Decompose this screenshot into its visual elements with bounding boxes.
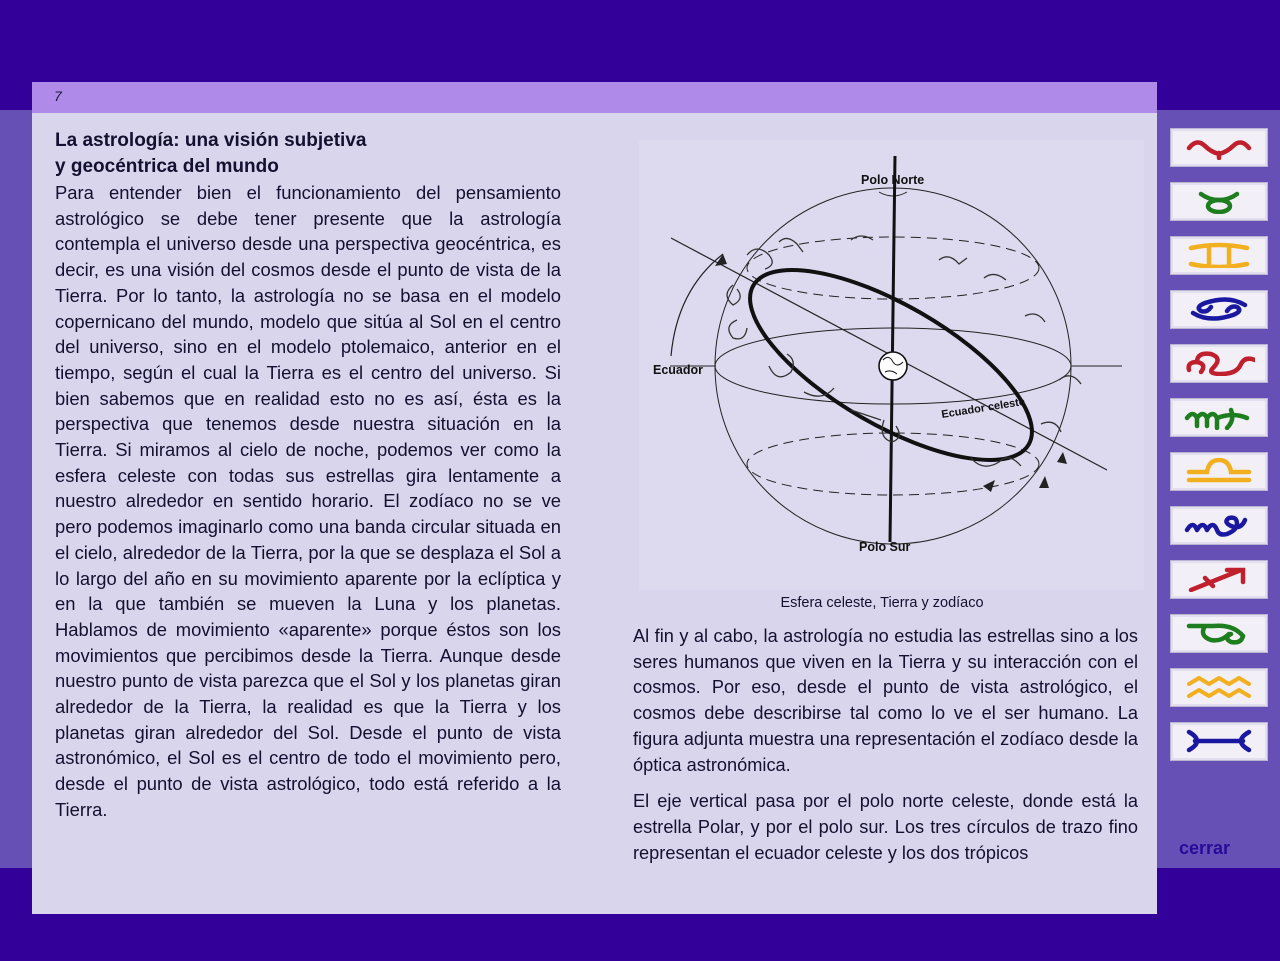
taurus-icon (1183, 188, 1255, 214)
page-header (32, 82, 1157, 113)
sign-button-capricorn[interactable] (1170, 614, 1268, 653)
pisces-icon (1183, 728, 1255, 754)
sign-button-aries[interactable] (1170, 128, 1268, 167)
article-body: Para entender bien el funcionamiento del pensamiento astrológico se debe tener presente que la astrología contempla el universo desde una perspectiva geocéntrica, es decir, es una visión del cosmos desde el punto de vista de la Tierra. Por lo tanto, la astrología no se basa en el modelo copernicano del mundo, modelo que sitúa al Sol en el centro del universo, sino en el modelo ptolemaico, anterior en el tiempo, según el cual la Tierra es el centro del universo. Si bien sabemos que en realidad esto no es así, ésta es la perspectiva que tenemos desde nuestra situación en la Tierra. Si miramos al cielo de noche, podemos ver como la esfera celeste con todas sus estrellas gira lentamente a nuestro alrededor en sentido horario. El zodíaco no se ve pero podemos imaginarlo como una banda circular situada en el cielo, alrededor de la Tierra, por la que se desplaza el Sol a lo largo del año en su movimiento aparente por la eclíptica y en la que también se mueven la Luna y los planetas. Hablamos de movimiento «aparente» porque éstos son los movimientos que percibimos desde la Tierra. Aunque desde nuestro punto de vista parezca que el Sol y los planetas giran alrededor de la Tierra, la realidad es que la Tierra y los planetas giran alrededor del Sol. Desde el punto de vista astronómico, el Sol es el centro de todo el movimiento pero, desde el punto de vista astrológico, todo está referido a la Tierra. (55, 182, 561, 820)
leo-icon (1183, 350, 1255, 376)
sign-button-virgo[interactable] (1170, 398, 1268, 437)
figure-caption: Esfera celeste, Tierra y zodíaco (780, 595, 984, 611)
polar-axis (890, 156, 895, 542)
aquarius-icon (1183, 674, 1255, 700)
article-title-line1: La astrología: una visión subjetiva (55, 130, 367, 151)
book-page (32, 82, 1157, 914)
sign-button-pisces[interactable] (1170, 722, 1268, 761)
left-column (55, 128, 561, 823)
label-polo-sur: Polo Sur (859, 540, 911, 554)
sign-button-cancer[interactable] (1170, 290, 1268, 329)
close-link[interactable]: cerrar (1179, 838, 1231, 858)
earth-globe (879, 352, 907, 380)
label-ecuador: Ecuador (653, 363, 704, 377)
sagittarius-icon (1183, 566, 1255, 592)
right-paragraph-1: Al fin y al cabo, la astrología no estudia las estrellas sino a los seres humanos que viven en la Tierra y su interacción con el cosmos. Por eso, desde el punto de vista astrológico, el cosmos debe describirse tal como lo ve el ser humano. La figura adjunta muestra una representación el zodíaco desde la óptica astronómica. (633, 626, 1138, 775)
sign-button-leo[interactable] (1170, 344, 1268, 383)
sign-button-libra[interactable] (1170, 452, 1268, 491)
capricorn-icon (1183, 620, 1255, 646)
page-number: 7 (54, 88, 62, 104)
article-title-line2: y geocéntrica del mundo (55, 156, 279, 177)
libra-icon (1183, 458, 1255, 484)
sign-button-sagittarius[interactable] (1170, 560, 1268, 599)
right-paragraph-2: El eje vertical pasa por el polo norte celeste, donde está la estrella Polar, y por el polo sur. Los tres círculos de trazo fino representan el ecuador celeste y los dos trópicos (633, 791, 1138, 863)
scorpio-icon (1183, 512, 1255, 538)
celestial-sphere-figure (639, 140, 1144, 590)
obliquity-arc (671, 254, 723, 356)
virgo-icon (1183, 404, 1255, 430)
gemini-icon (1183, 242, 1255, 268)
sign-button-gemini[interactable] (1170, 236, 1268, 275)
article-title (55, 128, 561, 180)
label-polo-norte: Polo Norte (861, 173, 925, 187)
cancer-icon (1183, 296, 1255, 322)
celestial-sphere-diagram (639, 140, 1144, 590)
aries-icon (1183, 134, 1255, 160)
sign-button-taurus[interactable] (1170, 182, 1268, 221)
sign-button-aquarius[interactable] (1170, 668, 1268, 707)
label-ecuador-celeste: Ecuador celeste (940, 395, 1026, 421)
right-column (633, 624, 1138, 877)
sign-button-scorpio[interactable] (1170, 506, 1268, 545)
